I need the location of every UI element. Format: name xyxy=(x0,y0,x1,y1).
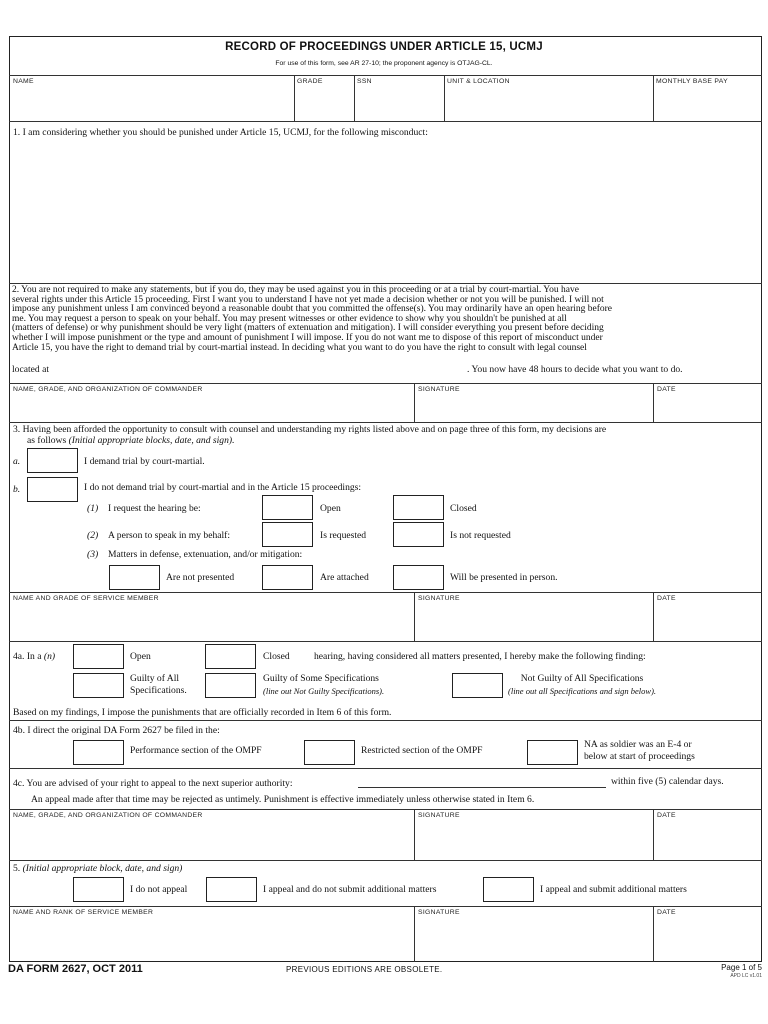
person-not-requested-label: Is not requested xyxy=(450,530,511,541)
hearing-open-label: Open xyxy=(320,503,341,514)
item-3b3-number: (3) xyxy=(87,549,99,560)
item-2-rights-paragraph: 2. You are not required to make any statements, but if you do, they may be used against you in this proceeding or at a trial by court-martial. You have several rights under this Article 15 proceeding. First I want you to understand I have not yet made a decision whether or not you will be punished. I will not impose any punishment unless I am convinced beyond a reasonable doubt that you committed the offense(s). You may ordinarily have an open hearing before me. You may request a person to speak on your behalf. You may present witnesses or other evidence to show why you shouldn't be punished at all (matters of defense) or why punishment should be very light (matters of extenuation and mitigation). I will consider everything you present before deciding whether I will impose punishment or the type and amount of punishment I will impose. If you do not want me to dispose of this report of misconduct under Article 15, you have the right to demand trial by court-martial instead. In deciding what you want to do you have the right to consult with legal counsel xyxy=(12,285,613,353)
appeal-deadline-text: within five (5) calendar days. xyxy=(611,776,724,787)
appeal-submit-matters-label: I appeal and submit additional matters xyxy=(540,884,687,895)
monthly-base-pay-field[interactable] xyxy=(655,87,760,119)
commander-4c-signature-field[interactable] xyxy=(416,821,651,858)
guilty-some-label: Guilty of Some Specifications (line out Not Guilty Specifications). xyxy=(263,673,385,696)
commander-label: NAME, GRADE, AND ORGANIZATION OF COMMANDER xyxy=(13,386,203,393)
date-label: DATE xyxy=(657,909,676,916)
restricted-section-label: Restricted section of the OMPF xyxy=(361,745,483,756)
matters-in-person-label: Will be presented in person. xyxy=(450,572,558,583)
date-label: DATE xyxy=(657,386,676,393)
item-1-text: 1. I am considering whether you should be punished under Article 15, UCMJ, for the following misconduct: xyxy=(13,127,428,138)
item-3b1-number: (1) xyxy=(87,503,99,514)
member-signature-field[interactable] xyxy=(416,604,651,639)
no-appeal-box[interactable] xyxy=(73,877,124,902)
commander-4c-field[interactable] xyxy=(11,821,412,858)
item-3a-letter: a. xyxy=(13,456,21,467)
located-at-label: located at xyxy=(12,364,50,375)
obsolete-notice: PREVIOUS EDITIONS ARE OBSOLETE. xyxy=(286,965,443,974)
na-soldier-box[interactable] xyxy=(527,740,578,765)
member-label: NAME AND GRADE OF SERVICE MEMBER xyxy=(13,595,159,602)
guilty-all-label: Guilty of All Specifications. xyxy=(130,673,187,696)
performance-section-box[interactable] xyxy=(73,740,124,765)
matters-not-presented-box[interactable] xyxy=(109,565,160,590)
signature-label: SIGNATURE xyxy=(418,812,460,819)
page-number: Page 1 of 5 xyxy=(721,963,762,972)
finding-open-box[interactable] xyxy=(73,644,124,669)
commander-4c-date-field[interactable] xyxy=(655,821,760,858)
apd-version: APD LC v1.01 xyxy=(730,973,762,979)
ssn-label: SSN xyxy=(357,78,372,85)
member-rank-field[interactable] xyxy=(11,918,412,960)
matters-not-presented-label: Are not presented xyxy=(166,572,235,583)
hours-to-decide-text: . You now have 48 hours to decide what you want to do. xyxy=(467,364,683,375)
counsel-location-field[interactable] xyxy=(62,362,466,374)
signature-label: SIGNATURE xyxy=(418,386,460,393)
member-rank-label: NAME AND RANK OF SERVICE MEMBER xyxy=(13,909,154,916)
finding-closed-box[interactable] xyxy=(205,644,256,669)
name-field[interactable] xyxy=(11,87,292,119)
member-field[interactable] xyxy=(11,604,412,639)
no-trial-initial-box[interactable] xyxy=(27,477,78,502)
item-4c-text: 4c. You are advised of your right to appeal to the next superior authority: xyxy=(13,778,293,789)
guilty-some-box[interactable] xyxy=(205,673,256,698)
signature-label: SIGNATURE xyxy=(418,909,460,916)
appeal-no-matters-box[interactable] xyxy=(206,877,257,902)
not-guilty-box[interactable] xyxy=(452,673,503,698)
person-not-requested-box[interactable] xyxy=(393,522,444,547)
restricted-section-box[interactable] xyxy=(304,740,355,765)
not-guilty-label: Not Guilty of All Specifications (line out all Specifications and sign below). xyxy=(508,673,657,696)
form-number: DA FORM 2627, OCT 2011 xyxy=(8,963,143,975)
matters-in-person-box[interactable] xyxy=(393,565,444,590)
commander-label: NAME, GRADE, AND ORGANIZATION OF COMMANDER xyxy=(13,812,203,819)
member-rank-signature-field[interactable] xyxy=(416,918,651,960)
matters-attached-box[interactable] xyxy=(262,565,313,590)
performance-section-label: Performance section of the OMPF xyxy=(130,745,262,756)
date-label: DATE xyxy=(657,812,676,819)
hearing-closed-box[interactable] xyxy=(393,495,444,520)
demand-trial-label: I demand trial by court-martial. xyxy=(84,456,205,467)
monthly-base-pay-label: MONTHLY BASE PAY xyxy=(656,78,728,85)
hearing-finding-text: hearing, having considered all matters presented, I hereby make the following finding: xyxy=(314,651,646,662)
commander-date-field[interactable] xyxy=(655,395,760,420)
misconduct-field[interactable] xyxy=(12,142,758,280)
appeal-submit-matters-box[interactable] xyxy=(483,877,534,902)
guilty-all-box[interactable] xyxy=(73,673,124,698)
no-appeal-label: I do not appeal xyxy=(130,884,188,895)
member-rank-date-field[interactable] xyxy=(655,918,760,960)
name-label: NAME xyxy=(13,78,34,85)
date-label: DATE xyxy=(657,595,676,602)
item-5-text: 5. (Initial appropriate block, date, and sign) xyxy=(13,863,183,874)
grade-label: GRADE xyxy=(297,78,323,85)
grade-field[interactable] xyxy=(296,87,352,119)
ssn-field[interactable] xyxy=(356,87,442,119)
superior-authority-field[interactable] xyxy=(358,776,606,788)
hearing-closed-label: Closed xyxy=(450,503,477,514)
matters-label: Matters in defense, extenuation, and/or mitigation: xyxy=(108,549,303,560)
person-requested-label: Is requested xyxy=(320,530,367,541)
item-3b-letter: b. xyxy=(13,484,21,495)
signature-label: SIGNATURE xyxy=(418,595,460,602)
finding-closed-label: Closed xyxy=(263,651,290,662)
person-speak-label: A person to speak in my behalf: xyxy=(108,530,231,541)
form-title: RECORD OF PROCEEDINGS UNDER ARTICLE 15, UCMJ xyxy=(225,41,543,53)
unit-location-label: UNIT & LOCATION xyxy=(447,78,510,85)
hearing-request-label: I request the hearing be: xyxy=(108,503,201,514)
commander-field[interactable] xyxy=(11,395,412,420)
item-3-instructions: as follows (Initial appropriate blocks, date, and sign). xyxy=(27,435,235,446)
item-3-text: 3. Having been afforded the opportunity to consult with counsel and understanding my rights listed above and on page three of this form, my decisions are xyxy=(13,424,607,435)
item-3b2-number: (2) xyxy=(87,530,99,541)
commander-signature-field[interactable] xyxy=(416,395,651,420)
punishment-basis-text: Based on my findings, I impose the punishments that are officially recorded in Item 6 of this form. xyxy=(13,707,392,718)
no-trial-label: I do not demand trial by court-martial and in the Article 15 proceedings: xyxy=(84,482,362,493)
hearing-open-box[interactable] xyxy=(262,495,313,520)
matters-attached-label: Are attached xyxy=(320,572,369,583)
appeal-no-matters-label: I appeal and do not submit additional matters xyxy=(263,884,437,895)
unit-location-field[interactable] xyxy=(446,87,651,119)
form-subtitle: For use of this form, see AR 27-10; the proponent agency is OTJAG-CL. xyxy=(275,60,493,67)
appeal-untimely-text: An appeal made after that time may be rejected as untimely. Punishment is effective immediately unless otherwise stated in Item 6. xyxy=(31,794,535,805)
finding-open-label: Open xyxy=(130,651,151,662)
item-4b-text: 4b. I direct the original DA Form 2627 be filed in the: xyxy=(13,725,220,736)
person-requested-box[interactable] xyxy=(262,522,313,547)
item-4a-text: 4a. In a (n) xyxy=(13,651,56,662)
na-soldier-label: NA as soldier was an E-4 or below at start of proceedings xyxy=(584,739,695,762)
member-date-field[interactable] xyxy=(655,604,760,639)
demand-trial-initial-box[interactable] xyxy=(27,448,78,473)
